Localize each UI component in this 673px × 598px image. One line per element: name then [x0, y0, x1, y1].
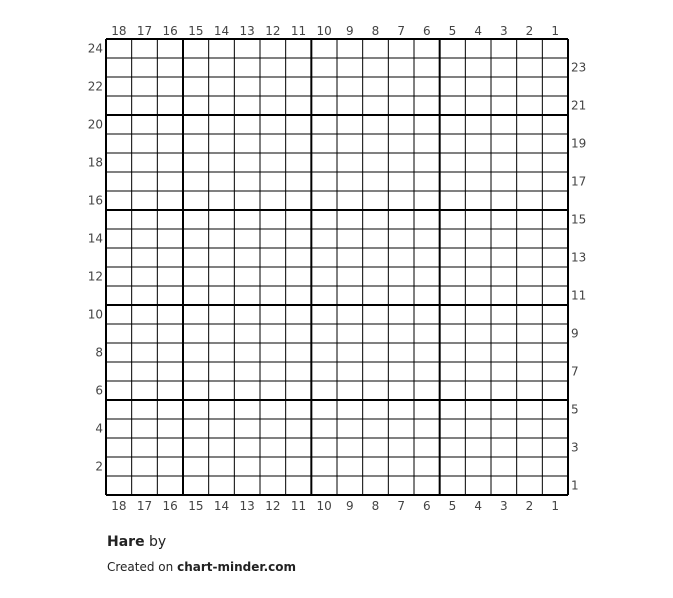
column-label-top: 2 [525, 24, 534, 38]
column-label-top: 11 [290, 24, 307, 38]
credit-prefix: Created on [107, 560, 174, 574]
row-label-right: 5 [571, 402, 579, 417]
column-label-bottom: 8 [371, 499, 380, 513]
row-label-right: 21 [571, 98, 587, 113]
row-label-right: 15 [571, 212, 587, 227]
row-label-left: 6 [95, 383, 103, 398]
column-label-bottom: 16 [162, 499, 178, 513]
row-label-right: 9 [571, 326, 579, 341]
row-label-right: 17 [571, 174, 587, 189]
row-label-right: 13 [571, 250, 587, 265]
row-label-right: 11 [571, 288, 587, 303]
row-label-left: 22 [87, 79, 103, 94]
row-label-left: 8 [95, 345, 103, 360]
row-label-left: 10 [87, 307, 103, 322]
column-label-bottom: 13 [239, 499, 255, 513]
column-label-top: 6 [423, 24, 431, 38]
row-label-left: 18 [87, 155, 103, 170]
chart-title: Hare [107, 534, 145, 550]
column-label-top: 8 [371, 24, 380, 38]
column-label-top: 13 [239, 24, 255, 38]
chart-title-line [107, 534, 166, 550]
column-label-top: 17 [136, 24, 153, 38]
chart-by: by [149, 534, 167, 550]
row-label-left: 16 [87, 193, 103, 208]
row-label-left: 4 [95, 421, 103, 436]
column-label-top: 3 [500, 24, 508, 38]
column-label-bottom: 4 [474, 499, 482, 513]
row-label-right: 23 [571, 60, 587, 75]
column-label-top: 7 [397, 24, 405, 38]
row-labels-right [571, 61, 586, 493]
column-label-bottom: 11 [290, 499, 307, 513]
column-label-top: 12 [265, 24, 281, 38]
column-label-bottom: 6 [423, 499, 431, 513]
column-label-top: 15 [188, 24, 204, 38]
column-label-bottom: 1 [551, 499, 559, 513]
column-label-top: 18 [111, 24, 127, 38]
column-label-bottom: 15 [188, 499, 204, 513]
column-label-top: 14 [213, 24, 230, 38]
column-labels-bottom [111, 499, 559, 513]
column-label-top: 5 [448, 24, 457, 38]
row-label-right: 7 [571, 364, 579, 379]
column-label-bottom: 14 [213, 499, 230, 513]
row-label-left: 20 [87, 117, 103, 132]
column-label-bottom: 12 [265, 499, 281, 513]
grid-minor-lines [106, 39, 568, 495]
column-label-top: 16 [162, 24, 178, 38]
column-label-top: 1 [551, 24, 559, 38]
column-label-top: 4 [474, 24, 482, 38]
credit-line [107, 560, 296, 574]
column-label-bottom: 7 [397, 499, 405, 513]
column-label-bottom: 9 [346, 499, 354, 513]
credit-site-link[interactable]: chart-minder.com [177, 560, 296, 574]
column-label-top: 10 [316, 24, 332, 38]
row-label-left: 12 [87, 269, 103, 284]
row-label-left: 2 [95, 459, 103, 474]
row-label-left: 14 [87, 231, 103, 246]
column-label-top: 9 [346, 24, 354, 38]
row-label-right: 1 [571, 478, 579, 493]
column-label-bottom: 17 [136, 499, 153, 513]
column-label-bottom: 3 [500, 499, 508, 513]
column-label-bottom: 18 [111, 499, 127, 513]
column-label-bottom: 5 [448, 499, 457, 513]
column-label-bottom: 2 [525, 499, 534, 513]
column-labels-top [111, 24, 559, 38]
row-labels-left [88, 42, 103, 474]
column-label-bottom: 10 [316, 499, 332, 513]
row-label-right: 19 [571, 136, 587, 151]
row-label-left: 24 [87, 41, 103, 56]
row-label-right: 3 [571, 440, 579, 455]
